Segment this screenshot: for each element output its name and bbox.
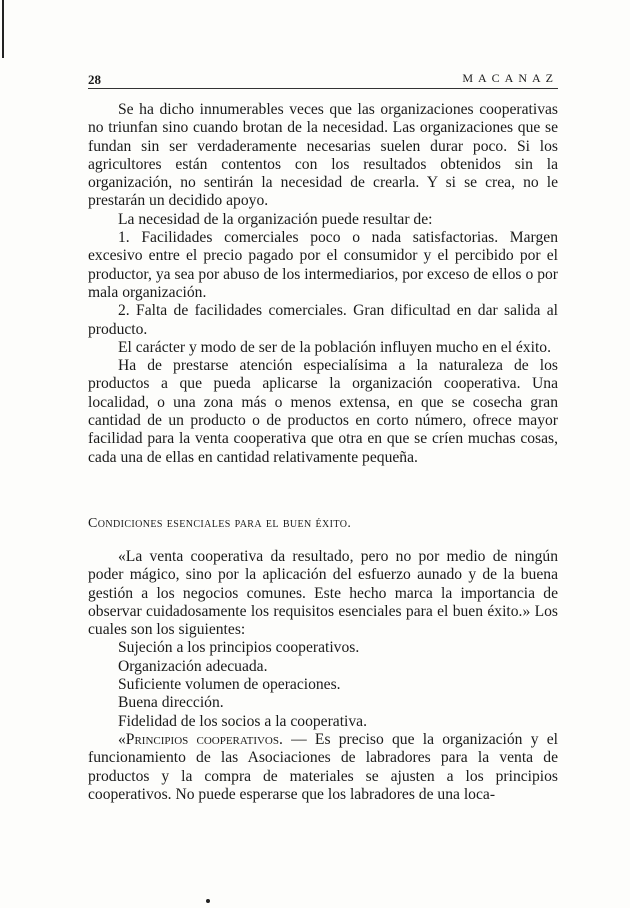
requisite-item: Organización adecuada. [118, 657, 268, 675]
paragraph: Ha de prestarse atención especialísima a la naturaleza de los productos a que pueda aplicarse la organización cooperativa. Una localidad, o una zona más o menos extensa, en que se cosecha gran cantidad de un producto o de productos en corto número, ofrece mayor facilidad para la venta cooperativa que otra en que se críen muchas cosas, cada una de ellas en cantidad relativamente pequeña. [88, 357, 558, 466]
section-heading: Condiciones esenciales para el buen éxito. [88, 516, 352, 531]
requisite-item: Sujeción a los principios cooperativos. [118, 639, 360, 657]
paragraph [88, 731, 558, 804]
page-header [88, 68, 558, 89]
requisite-item: Fidelidad de los socios a la cooperativa. [118, 712, 367, 730]
running-head: MACANAZ [462, 71, 558, 85]
principles-text: — Es preciso que la organización y el funcionamiento de las Asociaciones de labradores para la venta de productos y la compra de materiales se ajusten a los principios cooperativos. No puede esperarse que los labradores de una loca- [88, 730, 558, 803]
paragraph: La necesidad de la organización puede resultar de: [118, 210, 433, 228]
paragraph: El carácter y modo de ser de la población influyen mucho en el éxito. [118, 338, 552, 356]
ink-dot [206, 899, 210, 903]
margin-rule [2, 0, 4, 58]
section-1-body [88, 101, 558, 467]
page-number: 28 [88, 72, 101, 87]
requisite-item: Suficiente volumen de operaciones. [118, 676, 341, 694]
principles-lead: «Principios cooperativos. [118, 730, 283, 748]
paragraph: «La venta cooperativa da resultado, pero no por medio de ningún poder mágico, sino por la aplicación del esfuerzo aunado y de la buena gestión a los negocios comunes. Este hecho marca la importancia de observar cuidadosamente los requisitos esenciales para el buen éxito.» Los cuales son los siguientes: [88, 548, 558, 639]
section-2-body [88, 548, 558, 804]
paragraph: Se ha dicho innumerables veces que las organizaciones cooperativas no triunfan sino cuando brotan de la necesidad. Las organizaciones que se fundan sin ser verdaderamente necesarias suelen durar poco. Si los agricultores están contentos con los resultados obtenidos sin la organización, no sentirán la necesidad de crearla. Y si se crea, no le prestarán un decidido apoyo. [88, 101, 558, 210]
list-item: 1. Facilidades comerciales poco o nada satisfactorias. Margen excesivo entre el precio pagado por el consumidor y el percibido por el productor, ya sea por abuso de los intermediarios, por exceso de ellos o por mala organización. [88, 229, 558, 301]
requisite-item: Buena dirección. [118, 694, 224, 712]
list-item: 2. Falta de facilidades comerciales. Gran dificultad en dar salida al producto. [88, 302, 558, 338]
